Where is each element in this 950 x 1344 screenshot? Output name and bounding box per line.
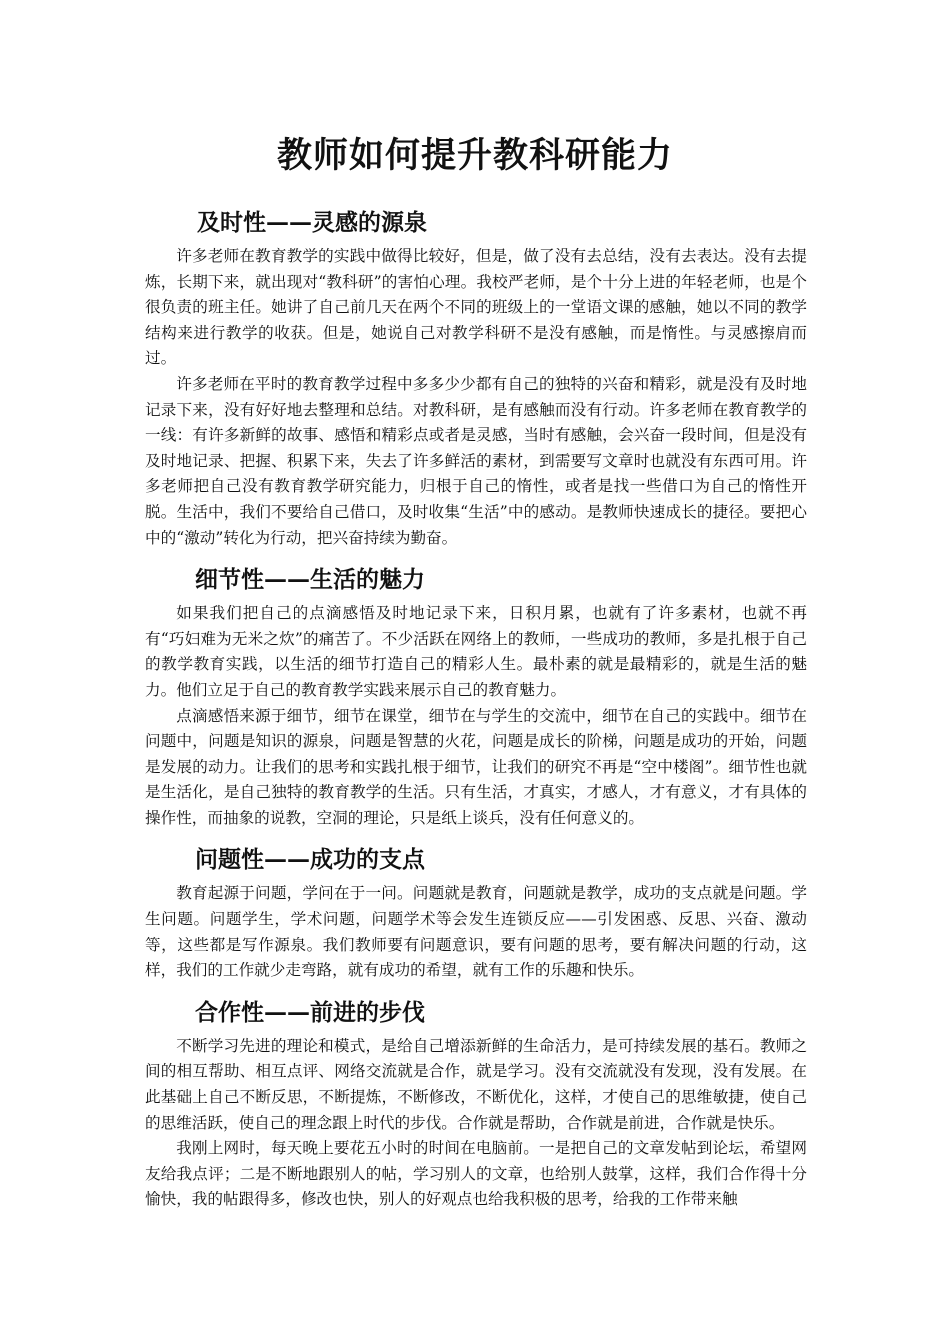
section-heading-problem: 问题性——成功的支点 bbox=[195, 846, 425, 874]
paragraph: 教育起源于问题，学问在于一问。问题就是教育，问题就是教学，成功的支点就是问题。学生问题。问题学生，学术问题，问题学术等会发生连锁反应——引发困惑、反思、兴奋、激动等，这些都是写作源泉。我们教师要有问题意识，要有问题的思考，要有解决问题的行动，这样，我们的工作就少走弯路，就有成功的希望，就有工作的乐趣和快乐。 bbox=[145, 884, 807, 980]
section-heading-detail: 细节性——生活的魅力 bbox=[195, 566, 425, 594]
document-body bbox=[145, 202, 807, 1213]
section-heading-timeliness: 及时性——灵感的源泉 bbox=[197, 209, 427, 236]
paragraph: 如果我们把自己的点滴感悟及时地记录下来，日积月累，也就有了许多素材，也就不再有“巧妇难为无米之炊”的痛苦了。不少活跃在网络上的教师，一些成功的教师，多是扎根于自己的教学教育实践，以生活的细节打造自己的精彩人生。最朴素的就是最精彩的，就是生活的魅力。他们立足于自己的教育教学实践来展示自己的教育魅力。 bbox=[145, 604, 807, 699]
paragraph: 点滴感悟来源于细节，细节在课堂，细节在与学生的交流中，细节在自己的实践中。细节在问题中，问题是知识的源泉，问题是智慧的火花，问题是成长的阶梯，问题是成功的开始，问题是发展的动力。让我们的思考和实践扎根于细节，让我们的研究不再是“空中楼阁”。细节性也就是生活化，是自己独特的教育教学的生活。只有生活，才真实，才感人，才有意义，才有具体的操作性，而抽象的说教，空洞的理论，只是纸上谈兵，没有任何意义的。 bbox=[145, 706, 807, 827]
section-heading-cooperation: 合作性——前进的步伐 bbox=[195, 998, 425, 1026]
paragraph: 我刚上网时，每天晚上要花五小时的时间在电脑前。一是把自己的文章发帖到论坛，希望网友给我点评；二是不断地跟别人的帖，学习别人的文章，也给别人鼓掌，这样，我们合作得十分愉快，我的帖跟得多，修改也快，别人的好观点也给我积极的思考，给我的工作带来触 bbox=[145, 1139, 807, 1209]
page-title: 教师如何提升教科研能力 bbox=[276, 135, 673, 176]
paragraph: 许多老师在平时的教育教学过程中多多少少都有自己的独特的兴奋和精彩，就是没有及时地记录下来，没有好好地去整理和总结。对教科研，是有感触而没有行动。许多老师在教育教学的一线：有许多新鲜的故事、感悟和精彩点或者是灵感，当时有感触，会兴奋一段时间，但是没有及时地记录、把握、积累下来，失去了许多鲜活的素材，到需要写文章时也就没有东西可用。许多老师把自己没有教育教学研究能力，归根于自己的惰性，或者是找一些借口为自己的惰性开脱。生活中，我们不要给自己借口，及时收集“生活”中的感动。是教师快速成长的捷径。要把心中的“激动”转化为行动，把兴奋持续为勤奋。 bbox=[145, 374, 807, 547]
paragraph: 不断学习先进的理论和模式，是给自己增添新鲜的生命活力，是可持续发展的基石。教师之间的相互帮助、相互点评、网络交流就是合作，就是学习。没有交流就没有发现，没有发展。在此基础上自己不断反思，不断提炼，不断修改，不断优化，这样，才使自己的思维敏捷，使自己的思维活跃，使自己的理念跟上时代的步伐。合作就是帮助，合作就是前进，合作就是快乐。 bbox=[145, 1036, 807, 1132]
paragraph: 许多老师在教育教学的实践中做得比较好，但是，做了没有去总结，没有去表达。没有去提炼，长期下来，就出现对“教科研”的害怕心理。我校严老师，是个十分上进的年轻老师，也是个很负责的班主任。她讲了自己前几天在两个不同的班级上的一堂语文课的感触，她以不同的教学结构来进行教学的收获。但是，她说自己对教学科研不是没有感触，而是惰性。与灵感擦肩而过。 bbox=[145, 247, 807, 368]
